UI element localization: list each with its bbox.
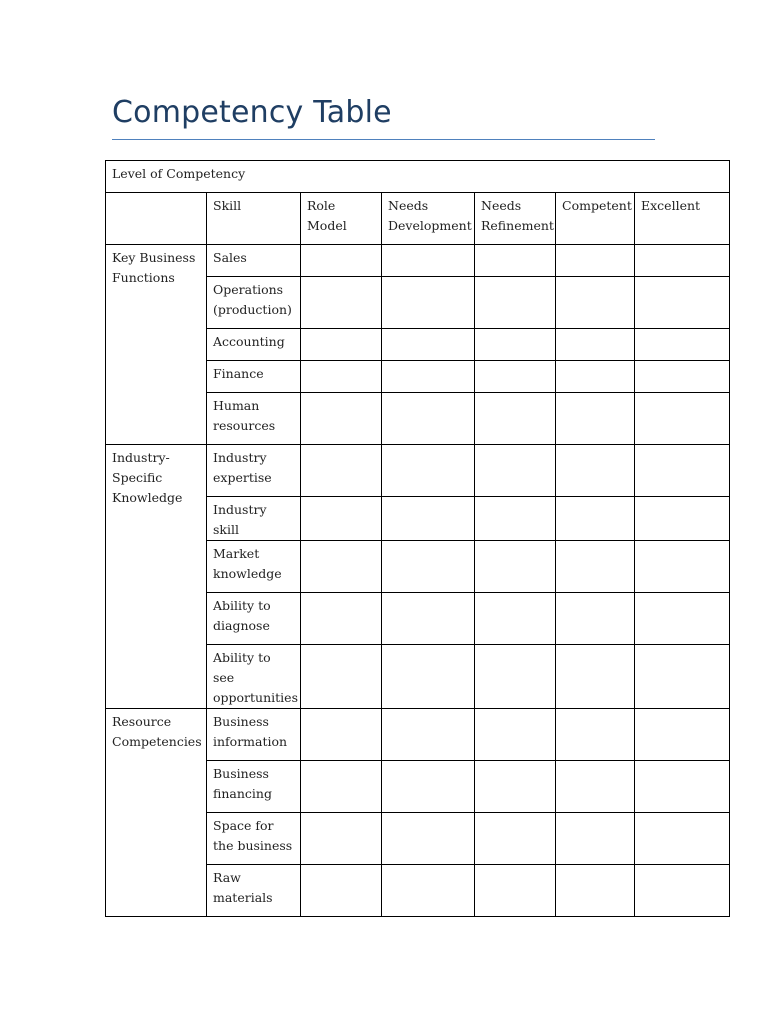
- rating-cell[interactable]: [556, 709, 635, 761]
- rating-cell[interactable]: [475, 541, 556, 593]
- rating-cell[interactable]: [301, 645, 382, 709]
- skill-cell: Finance: [207, 361, 301, 393]
- skill-cell: Business information: [207, 709, 301, 761]
- rating-cell[interactable]: [475, 709, 556, 761]
- rating-cell[interactable]: [556, 277, 635, 329]
- competency-table: [105, 160, 730, 917]
- rating-cell[interactable]: [382, 361, 475, 393]
- rating-cell[interactable]: [556, 761, 635, 813]
- rating-cell[interactable]: [475, 761, 556, 813]
- rating-cell[interactable]: [382, 329, 475, 361]
- rating-cell[interactable]: [382, 445, 475, 497]
- rating-cell[interactable]: [301, 277, 382, 329]
- skill-cell: Market knowledge: [207, 541, 301, 593]
- skill-cell: Raw materials: [207, 865, 301, 917]
- rating-cell[interactable]: [301, 497, 382, 541]
- skill-cell: Ability to diagnose: [207, 593, 301, 645]
- category-cell: Industry-Specific Knowledge: [106, 445, 207, 709]
- category-cell: Key Business Functions: [106, 245, 207, 445]
- rating-cell[interactable]: [301, 361, 382, 393]
- rating-cell[interactable]: [556, 245, 635, 277]
- column-header-row: [106, 193, 730, 245]
- rating-cell[interactable]: [475, 645, 556, 709]
- rating-cell[interactable]: [301, 709, 382, 761]
- rating-cell[interactable]: [382, 393, 475, 445]
- rating-cell[interactable]: [301, 445, 382, 497]
- level-row: [106, 161, 730, 193]
- rating-cell[interactable]: [635, 277, 730, 329]
- header-role-model: Role Model: [301, 193, 382, 245]
- skill-cell: Ability to see opportunities: [207, 645, 301, 709]
- rating-cell[interactable]: [635, 361, 730, 393]
- rating-cell[interactable]: [382, 277, 475, 329]
- rating-cell[interactable]: [635, 497, 730, 541]
- skill-cell: Accounting: [207, 329, 301, 361]
- rating-cell[interactable]: [382, 497, 475, 541]
- rating-cell[interactable]: [635, 593, 730, 645]
- rating-cell[interactable]: [556, 497, 635, 541]
- table-row: [106, 245, 730, 277]
- skill-cell: Human resources: [207, 393, 301, 445]
- rating-cell[interactable]: [475, 245, 556, 277]
- rating-cell[interactable]: [635, 813, 730, 865]
- rating-cell[interactable]: [301, 813, 382, 865]
- rating-cell[interactable]: [635, 541, 730, 593]
- header-competent: Competent: [556, 193, 635, 245]
- rating-cell[interactable]: [556, 445, 635, 497]
- rating-cell[interactable]: [556, 329, 635, 361]
- rating-cell[interactable]: [635, 245, 730, 277]
- skill-cell: Space for the business: [207, 813, 301, 865]
- category-cell: Resource Competencies: [106, 709, 207, 917]
- rating-cell[interactable]: [475, 497, 556, 541]
- rating-cell[interactable]: [301, 329, 382, 361]
- rating-cell[interactable]: [635, 393, 730, 445]
- rating-cell[interactable]: [382, 865, 475, 917]
- rating-cell[interactable]: [475, 329, 556, 361]
- rating-cell[interactable]: [635, 445, 730, 497]
- rating-cell[interactable]: [301, 593, 382, 645]
- rating-cell[interactable]: [475, 865, 556, 917]
- rating-cell[interactable]: [382, 593, 475, 645]
- rating-cell[interactable]: [382, 245, 475, 277]
- rating-cell[interactable]: [475, 445, 556, 497]
- header-needs-refinement: Needs Refinement: [475, 193, 556, 245]
- rating-cell[interactable]: [475, 393, 556, 445]
- skill-cell: Industry skill: [207, 497, 301, 541]
- rating-cell[interactable]: [635, 709, 730, 761]
- rating-cell[interactable]: [301, 393, 382, 445]
- rating-cell[interactable]: [301, 865, 382, 917]
- table-row: [106, 709, 730, 761]
- header-skill: Skill: [207, 193, 301, 245]
- header-needs-development: Needs Development: [382, 193, 475, 245]
- rating-cell[interactable]: [475, 593, 556, 645]
- rating-cell[interactable]: [301, 245, 382, 277]
- rating-cell[interactable]: [556, 541, 635, 593]
- rating-cell[interactable]: [556, 865, 635, 917]
- rating-cell[interactable]: [556, 813, 635, 865]
- rating-cell[interactable]: [382, 709, 475, 761]
- rating-cell[interactable]: [382, 645, 475, 709]
- rating-cell[interactable]: [301, 761, 382, 813]
- rating-cell[interactable]: [382, 813, 475, 865]
- rating-cell[interactable]: [635, 329, 730, 361]
- table-row: [106, 445, 730, 497]
- header-category: [106, 193, 207, 245]
- rating-cell[interactable]: [301, 541, 382, 593]
- rating-cell[interactable]: [556, 593, 635, 645]
- skill-cell: Sales: [207, 245, 301, 277]
- rating-cell[interactable]: [382, 541, 475, 593]
- skill-cell: Business financing: [207, 761, 301, 813]
- rating-cell[interactable]: [556, 645, 635, 709]
- rating-cell[interactable]: [475, 277, 556, 329]
- skill-cell: Industry expertise: [207, 445, 301, 497]
- header-excellent: Excellent: [635, 193, 730, 245]
- rating-cell[interactable]: [635, 761, 730, 813]
- title-underline: [112, 139, 655, 140]
- rating-cell[interactable]: [635, 645, 730, 709]
- page-title: Competency Table: [112, 95, 392, 130]
- skill-cell: Operations (production): [207, 277, 301, 329]
- rating-cell[interactable]: [635, 865, 730, 917]
- rating-cell[interactable]: [556, 393, 635, 445]
- level-of-competency-header: Level of Competency: [106, 161, 730, 193]
- rating-cell[interactable]: [475, 361, 556, 393]
- rating-cell[interactable]: [556, 361, 635, 393]
- rating-cell[interactable]: [475, 813, 556, 865]
- rating-cell[interactable]: [382, 761, 475, 813]
